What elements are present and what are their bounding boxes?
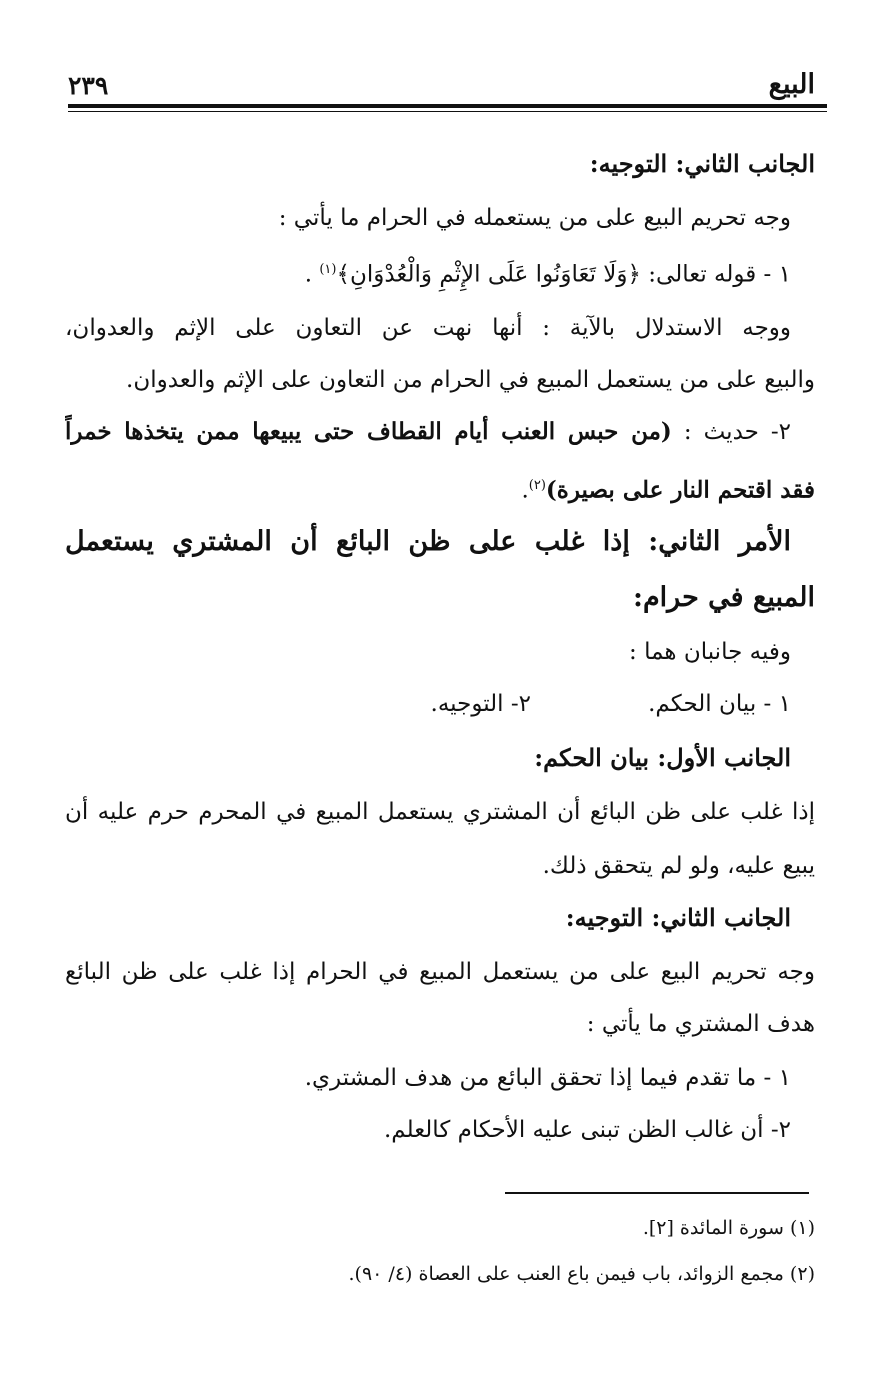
aspect-item-1: ١ - بيان الحكم. [648, 691, 791, 717]
hadith-prefix: ٢- حديث : [671, 419, 791, 445]
chapter-title: البيع [768, 69, 815, 100]
page-number: ٢٣٩ [68, 71, 109, 100]
paragraph-ruling-line2: يبيع عليه، ولو لم يتحقق ذلك. [542, 853, 815, 879]
header-rule-thick [68, 104, 827, 108]
section-heading-ruling: الجانب الأول: بيان الحكم: [534, 743, 791, 772]
footnote-2: (٢) مجمع الزوائد، باب فيمن باع العنب على العصاة (٤/ ٩٠). [348, 1263, 815, 1285]
footnote-ref-2: (٢) [528, 478, 546, 493]
paragraph-ruling-line1: إذا غلب على ظن البائع أن المشتري يستعمل المبيع في المحرم حرم عليه أن [65, 799, 815, 825]
quran-verse: ١ - قوله تعالى: ﴿وَلَا تَعَاوَنُوا عَلَى الإِثْمِ وَالْعُدْوَانِ﴾ [336, 261, 791, 288]
page-header [68, 64, 815, 100]
header-rule-thin [68, 111, 827, 112]
paragraph-guidance-line2: هدف المشتري ما يأتي : [586, 1011, 815, 1037]
paragraph-inference-line2: والبيع على من يستعمل المبيع في الحرام من التعاون على الإثم والعدوان. [126, 367, 815, 393]
aspect-item-2: ٢- التوجيه. [430, 691, 531, 717]
second-matter-heading-line1: الأمر الثاني: إذا غلب على ظن البائع أن المشتري يستعمل [65, 526, 791, 557]
hadith-text-end: فقد اقتحم النار على بصيرة) [545, 476, 815, 504]
paragraph-guidance-line1: وجه تحريم البيع على من يستعمل المبيع في الحرام إذا غلب على ظن البائع [65, 959, 815, 985]
hadith-line2 [65, 466, 815, 508]
guidance-point-1: ١ - ما تقدم فيما إذا تحقق البائع من هدف المشتري. [304, 1065, 791, 1091]
hadith-line1 [65, 412, 791, 454]
section-heading-guidance-2: الجانب الثاني: التوجيه: [565, 903, 791, 932]
paragraph-two-aspects: وفيه جانبان هما : [629, 639, 791, 665]
punctuation: . [521, 477, 529, 504]
aspects-list [271, 684, 791, 726]
hadith-text: (من حبس العنب أيام القطاف حتى يبيعها ممن يتخذها خمراً [65, 418, 672, 445]
section-heading-guidance: الجانب الثاني: التوجيه: [589, 149, 815, 178]
footnote-ref-1: (١) [319, 262, 337, 277]
paragraph-intro: وجه تحريم البيع على من يستعمله في الحرام ما يأتي : [278, 205, 791, 231]
guidance-point-2: ٢- أن غالب الظن تبنى عليه الأحكام كالعلم. [383, 1117, 791, 1143]
punctuation: . [304, 261, 320, 288]
footnote-1: (١) سورة المائدة [٢]. [642, 1217, 815, 1239]
quran-evidence [65, 250, 791, 292]
second-matter-heading-line2: المبيع في حرام: [633, 582, 815, 613]
footnote-separator [505, 1192, 809, 1194]
paragraph-inference-line1: ووجه الاستدلال بالآية : أنها نهت عن التعاون على الإثم والعدوان، [65, 315, 791, 341]
